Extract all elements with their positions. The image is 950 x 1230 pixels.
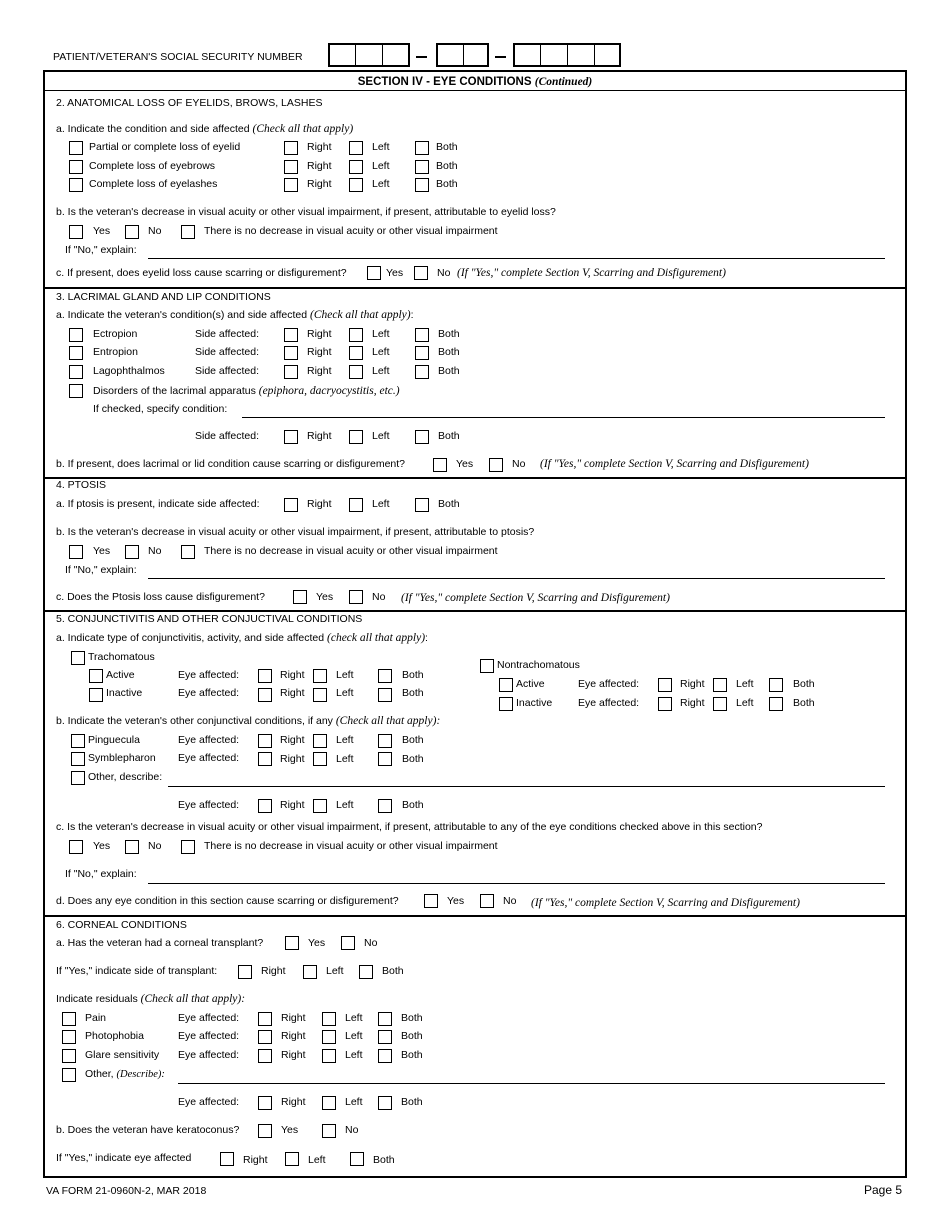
s6-a-yes-checkbox[interactable] [285, 936, 299, 950]
yes-label: Yes [386, 267, 404, 279]
s3-entropion-label: Entropion [93, 346, 138, 358]
s2-b-no-decrease-checkbox[interactable] [181, 225, 195, 239]
ssn-dash-1 [416, 56, 427, 58]
s3-title: 3. LACRIMAL GLAND AND LIP CONDITIONS [56, 291, 271, 303]
both-label: Both [402, 734, 424, 746]
s2-question-b: b. Is the veteran's decrease in visual acuity or other visual impairment, if present, attributable to eyelid loss? [56, 206, 556, 218]
scar-note: (If "Yes," complete Section V, Scarring and Disfigurement) [401, 592, 670, 604]
s5-symblepharon-left-checkbox[interactable] [313, 752, 327, 766]
s6-glare-checkbox[interactable] [62, 1049, 76, 1063]
s4-b-yes-checkbox[interactable] [69, 545, 83, 559]
s3-entropion-checkbox[interactable] [69, 346, 83, 360]
separator-s5 [44, 610, 905, 612]
right-label: Right [307, 346, 332, 358]
s6-other-checkbox[interactable] [62, 1068, 76, 1082]
s6-b-yes-checkbox[interactable] [258, 1124, 272, 1138]
right-label: Right [243, 1154, 268, 1166]
left-label: Left [336, 687, 354, 699]
s5-c-no-checkbox[interactable] [125, 840, 139, 854]
right-label: Right [307, 430, 332, 442]
s3-ectropion-both-checkbox[interactable] [415, 328, 429, 342]
s5-trach-inactive-right-checkbox[interactable] [258, 688, 272, 702]
both-label: Both [402, 687, 424, 699]
s5-active-label: Active [106, 669, 135, 681]
no-label: No [372, 591, 386, 603]
s6-glare-right-checkbox[interactable] [258, 1049, 272, 1063]
s2-eyelashes-right-checkbox[interactable] [284, 178, 298, 192]
s5-other-left-checkbox[interactable] [313, 799, 327, 813]
s6-pain-left-checkbox[interactable] [322, 1012, 336, 1026]
s6-photophobia-right-checkbox[interactable] [258, 1030, 272, 1044]
s5-c-no-decrease-checkbox[interactable] [181, 840, 195, 854]
s3-ectropion-right-checkbox[interactable] [284, 328, 298, 342]
s5-trach-inactive-both-checkbox[interactable] [378, 688, 392, 702]
s3-ectropion-label: Ectropion [93, 328, 138, 340]
s5-trachomatous-label: Trachomatous [88, 651, 155, 663]
eye-affected-label: Eye affected: [178, 1096, 240, 1108]
s3-b-no-checkbox[interactable] [489, 458, 503, 472]
left-label: Left [308, 1154, 326, 1166]
s2-explain-label: If "No," explain: [65, 244, 137, 256]
s5-symblepharon-label: Symblepharon [88, 752, 156, 764]
s4-a-left-checkbox[interactable] [349, 498, 363, 512]
s6-kerato-both-checkbox[interactable] [350, 1152, 364, 1166]
right-label: Right [280, 687, 305, 699]
s5-active-label: Active [516, 678, 545, 690]
s3-lagophthalmos-right-checkbox[interactable] [284, 365, 298, 379]
left-label: Left [326, 965, 344, 977]
no-decrease-label: There is no decrease in visual acuity or other visual impairment [204, 225, 498, 237]
s6-residuals-label: Indicate residuals (Check all that apply): [56, 993, 246, 1005]
left-label: Left [372, 178, 390, 190]
right-label: Right [307, 160, 332, 172]
left-label: Left [336, 734, 354, 746]
s3-lagophthalmos-checkbox[interactable] [69, 365, 83, 379]
s5-trachomatous-checkbox[interactable] [71, 651, 85, 665]
right-label: Right [307, 141, 332, 153]
s5-trach-active-left-checkbox[interactable] [313, 669, 327, 683]
s5-pinguecula-both-checkbox[interactable] [378, 734, 392, 748]
s5-other-field[interactable] [168, 786, 885, 787]
s2-c-no-checkbox[interactable] [414, 266, 428, 280]
both-label: Both [438, 365, 460, 377]
s4-a-right-checkbox[interactable] [284, 498, 298, 512]
s6-other-left-checkbox[interactable] [322, 1096, 336, 1110]
s5-question-a: a. Indicate type of conjunctivitis, activity, and side affected (check all that apply): [56, 632, 428, 644]
no-label: No [437, 267, 451, 279]
s6-other-both-checkbox[interactable] [378, 1096, 392, 1110]
both-label: Both [793, 678, 815, 690]
side-affected-label: Side affected: [195, 328, 260, 340]
s2-eyelid-left-checkbox[interactable] [349, 141, 363, 155]
s4-question-b: b. Is the veteran's decrease in visual acuity or other visual impairment, if present, attributable to ptosis? [56, 526, 535, 538]
s6-glare-label: Glare sensitivity [85, 1049, 160, 1061]
s5-pinguecula-right-checkbox[interactable] [258, 734, 272, 748]
both-label: Both [436, 178, 458, 190]
s5-explain-label: If "No," explain: [65, 868, 137, 880]
s3-disorders-label: Disorders of the lacrimal apparatus (epiphora, dacryocystitis, etc.) [93, 385, 400, 397]
separator-s3 [44, 287, 905, 289]
s2-question-a: a. Indicate the condition and side affected (Check all that apply) [56, 123, 354, 135]
right-label: Right [307, 498, 332, 510]
s4-question-c: c. Does the Ptosis loss cause disfigurement? [56, 591, 265, 603]
both-label: Both [401, 1012, 423, 1024]
s6-glare-both-checkbox[interactable] [378, 1049, 392, 1063]
s2-eyelid-both-checkbox[interactable] [415, 141, 429, 155]
s6-photophobia-label: Photophobia [85, 1030, 144, 1042]
s6-glare-left-checkbox[interactable] [322, 1049, 336, 1063]
s2-eyelashes-checkbox[interactable] [69, 178, 83, 192]
s5-nontrach-inactive-both-checkbox[interactable] [769, 697, 783, 711]
s3-disorders-right-checkbox[interactable] [284, 430, 298, 444]
s5-question-b: b. Indicate the veteran's other conjunctival conditions, if any (Check all that apply): [56, 715, 441, 727]
s5-trach-active-both-checkbox[interactable] [378, 669, 392, 683]
left-label: Left [372, 365, 390, 377]
s6-pain-label: Pain [85, 1012, 107, 1024]
s4-explain-label: If "No," explain: [65, 564, 137, 576]
s6-transplant-right-checkbox[interactable] [238, 965, 252, 979]
yes-label: Yes [281, 1124, 299, 1136]
left-label: Left [336, 669, 354, 681]
s2-eyebrows-both-checkbox[interactable] [415, 160, 429, 174]
s5-explain-field[interactable] [148, 883, 885, 884]
s6-title: 6. CORNEAL CONDITIONS [56, 919, 187, 931]
both-label: Both [401, 1096, 423, 1108]
s2-eyelashes-left-checkbox[interactable] [349, 178, 363, 192]
s2-eyelid-checkbox[interactable] [69, 141, 83, 155]
no-label: No [512, 458, 526, 470]
s3-ectropion-left-checkbox[interactable] [349, 328, 363, 342]
s5-trach-active-right-checkbox[interactable] [258, 669, 272, 683]
both-label: Both [401, 1030, 423, 1042]
right-label: Right [280, 734, 305, 746]
ssn-dash-2 [495, 56, 506, 58]
s2-eyebrows-left-checkbox[interactable] [349, 160, 363, 174]
s2-title: 2. ANATOMICAL LOSS OF EYELIDS, BROWS, LASHES [56, 97, 323, 109]
ssn-third-field[interactable] [513, 43, 621, 67]
s5-question-d: d. Does any eye condition in this section cause scarring or disfigurement? [56, 895, 399, 907]
left-label: Left [372, 430, 390, 442]
s6-other-field[interactable] [178, 1083, 885, 1084]
s5-symblepharon-right-checkbox[interactable] [258, 752, 272, 766]
left-label: Left [372, 498, 390, 510]
side-affected-label: Side affected: [195, 430, 260, 442]
no-label: No [345, 1124, 359, 1136]
s5-nontrach-active-checkbox[interactable] [499, 678, 513, 692]
s5-inactive-label: Inactive [516, 697, 553, 709]
eye-affected-label: Eye affected: [178, 799, 240, 811]
s5-nontrach-active-left-checkbox[interactable] [713, 678, 727, 692]
s2-eyelashes-label: Complete loss of eyelashes [89, 178, 218, 190]
both-label: Both [402, 669, 424, 681]
right-label: Right [280, 753, 305, 765]
s5-nontrach-active-right-checkbox[interactable] [658, 678, 672, 692]
yes-label: Yes [308, 937, 326, 949]
left-label: Left [345, 1096, 363, 1108]
yes-label: Yes [456, 458, 474, 470]
both-label: Both [373, 1154, 395, 1166]
s3-disorders-checkbox[interactable] [69, 384, 83, 398]
scar-note: (If "Yes," complete Section V, Scarring and Disfigurement) [457, 267, 726, 279]
title-separator [44, 90, 905, 91]
separator-s6 [44, 915, 905, 917]
s4-c-yes-checkbox[interactable] [293, 590, 307, 604]
s2-eyebrows-checkbox[interactable] [69, 160, 83, 174]
left-label: Left [372, 328, 390, 340]
both-label: Both [438, 430, 460, 442]
s3-ectropion-checkbox[interactable] [69, 328, 83, 342]
s3-b-yes-checkbox[interactable] [433, 458, 447, 472]
s5-other-label: Other, describe: [88, 771, 163, 783]
s4-explain-field[interactable] [148, 578, 885, 579]
no-label: No [148, 225, 162, 237]
s2-eyelid-right-checkbox[interactable] [284, 141, 298, 155]
s6-kerato-right-checkbox[interactable] [220, 1152, 234, 1166]
s5-pinguecula-label: Pinguecula [88, 734, 140, 746]
s5-d-no-checkbox[interactable] [480, 894, 494, 908]
eye-affected-label: Eye affected: [178, 687, 240, 699]
s2-question-c: c. If present, does eyelid loss cause scarring or disfigurement? [56, 267, 347, 279]
s5-title: 5. CONJUNCTIVITIS AND OTHER CONJUCTIVAL CONDITIONS [56, 613, 363, 625]
s5-nontrach-inactive-left-checkbox[interactable] [713, 697, 727, 711]
s5-nontrachomatous-label: Nontrachomatous [497, 659, 580, 671]
both-label: Both [793, 697, 815, 709]
s6-other-label: Other, (Describe): [85, 1068, 165, 1080]
both-label: Both [438, 346, 460, 358]
s3-question-a: a. Indicate the veteran's condition(s) and side affected (Check all that apply): [56, 309, 414, 321]
s5-trach-inactive-checkbox[interactable] [89, 688, 103, 702]
s6-photophobia-left-checkbox[interactable] [322, 1030, 336, 1044]
s4-a-both-checkbox[interactable] [415, 498, 429, 512]
left-label: Left [736, 678, 754, 690]
s3-entropion-right-checkbox[interactable] [284, 346, 298, 360]
both-label: Both [402, 753, 424, 765]
right-label: Right [680, 678, 705, 690]
s6-pain-both-checkbox[interactable] [378, 1012, 392, 1026]
s3-entropion-left-checkbox[interactable] [349, 346, 363, 360]
right-label: Right [261, 965, 286, 977]
left-label: Left [736, 697, 754, 709]
s2-eyelid-label: Partial or complete loss of eyelid [89, 141, 241, 153]
s2-eyebrows-label: Complete loss of eyebrows [89, 160, 216, 172]
s6-transplant-side-label: If "Yes," indicate side of transplant: [56, 965, 218, 977]
s5-other-both-checkbox[interactable] [378, 799, 392, 813]
page-number: Page 5 [864, 1183, 903, 1197]
s5-trach-active-checkbox[interactable] [89, 669, 103, 683]
form-number: VA FORM 21-0960N-2, MAR 2018 [46, 1185, 207, 1197]
ssn-first-field[interactable] [328, 43, 410, 67]
ssn-second-field[interactable] [436, 43, 489, 67]
eye-affected-label: Eye affected: [178, 734, 240, 746]
s6-transplant-left-checkbox[interactable] [303, 965, 317, 979]
s4-title: 4. PTOSIS [56, 479, 106, 491]
s6-pain-right-checkbox[interactable] [258, 1012, 272, 1026]
s6-keratoconus-eye-label: If "Yes," indicate eye affected [56, 1152, 192, 1164]
s5-d-yes-checkbox[interactable] [424, 894, 438, 908]
both-label: Both [436, 141, 458, 153]
s5-nontrachomatous-checkbox[interactable] [480, 659, 494, 673]
s3-disorders-left-checkbox[interactable] [349, 430, 363, 444]
s6-transplant-both-checkbox[interactable] [359, 965, 373, 979]
s5-nontrach-active-both-checkbox[interactable] [769, 678, 783, 692]
s5-nontrach-inactive-checkbox[interactable] [499, 697, 513, 711]
no-decrease-label: There is no decrease in visual acuity or other visual impairment [204, 545, 498, 557]
s4-b-no-checkbox[interactable] [125, 545, 139, 559]
right-label: Right [281, 1096, 306, 1108]
s4-c-no-checkbox[interactable] [349, 590, 363, 604]
left-label: Left [372, 346, 390, 358]
left-label: Left [336, 799, 354, 811]
eye-affected-label: Eye affected: [178, 669, 240, 681]
eye-affected-label: Eye affected: [178, 752, 240, 764]
no-label: No [148, 840, 162, 852]
s5-pinguecula-left-checkbox[interactable] [313, 734, 327, 748]
s5-trach-inactive-left-checkbox[interactable] [313, 688, 327, 702]
s5-nontrach-inactive-right-checkbox[interactable] [658, 697, 672, 711]
no-label: No [503, 895, 517, 907]
eye-affected-label: Eye affected: [578, 697, 640, 709]
s5-inactive-label: Inactive [106, 687, 143, 699]
right-label: Right [281, 1049, 306, 1061]
s3-question-b: b. If present, does lacrimal or lid condition cause scarring or disfigurement? [56, 458, 406, 470]
s6-photophobia-both-checkbox[interactable] [378, 1030, 392, 1044]
eye-affected-label: Eye affected: [178, 1030, 240, 1042]
right-label: Right [307, 365, 332, 377]
scar-note: (If "Yes," complete Section V, Scarring and Disfigurement) [531, 897, 800, 909]
no-decrease-label: There is no decrease in visual acuity or other visual impairment [204, 840, 498, 852]
s6-question-b: b. Does the veteran have keratoconus? [56, 1124, 240, 1136]
both-label: Both [401, 1049, 423, 1061]
right-label: Right [680, 697, 705, 709]
yes-label: Yes [93, 545, 111, 557]
both-label: Both [402, 799, 424, 811]
right-label: Right [281, 1030, 306, 1042]
s5-question-c: c. Is the veteran's decrease in visual acuity or other visual impairment, if present, attributable to any of the eye conditions checked above in this section? [56, 821, 763, 833]
left-label: Left [336, 753, 354, 765]
eye-affected-label: Eye affected: [178, 1049, 240, 1061]
left-label: Left [345, 1012, 363, 1024]
both-label: Both [438, 498, 460, 510]
right-label: Right [307, 328, 332, 340]
s5-pinguecula-checkbox[interactable] [71, 734, 85, 748]
side-affected-label: Side affected: [195, 346, 260, 358]
s4-question-a: a. If ptosis is present, indicate side affected: [56, 498, 260, 510]
s6-a-no-checkbox[interactable] [341, 936, 355, 950]
s5-other-checkbox[interactable] [71, 771, 85, 785]
s5-symblepharon-both-checkbox[interactable] [378, 752, 392, 766]
s6-pain-checkbox[interactable] [62, 1012, 76, 1026]
right-label: Right [280, 669, 305, 681]
side-affected-label: Side affected: [195, 365, 260, 377]
ssn-label: PATIENT/VETERAN'S SOCIAL SECURITY NUMBER [53, 51, 303, 63]
yes-label: Yes [93, 840, 111, 852]
both-label: Both [436, 160, 458, 172]
no-label: No [364, 937, 378, 949]
yes-label: Yes [93, 225, 111, 237]
s2-c-yes-checkbox[interactable] [367, 266, 381, 280]
s6-other-right-checkbox[interactable] [258, 1096, 272, 1110]
s3-lagophthalmos-left-checkbox[interactable] [349, 365, 363, 379]
yes-label: Yes [447, 895, 465, 907]
scar-note: (If "Yes," complete Section V, Scarring and Disfigurement) [540, 458, 809, 470]
s6-b-no-checkbox[interactable] [322, 1124, 336, 1138]
s2-explain-field[interactable] [148, 258, 885, 259]
both-label: Both [438, 328, 460, 340]
left-label: Left [345, 1049, 363, 1061]
s3-lagophthalmos-both-checkbox[interactable] [415, 365, 429, 379]
s3-lagophthalmos-label: Lagophthalmos [93, 365, 165, 377]
s6-photophobia-checkbox[interactable] [62, 1030, 76, 1044]
eye-affected-label: Eye affected: [178, 1012, 240, 1024]
s6-kerato-left-checkbox[interactable] [285, 1152, 299, 1166]
s6-question-a: a. Has the veteran had a corneal transplant? [56, 937, 264, 949]
right-label: Right [307, 178, 332, 190]
yes-label: Yes [316, 591, 334, 603]
separator-s4 [44, 477, 905, 479]
left-label: Left [345, 1030, 363, 1042]
left-label: Left [372, 160, 390, 172]
s4-b-no-decrease-checkbox[interactable] [181, 545, 195, 559]
left-label: Left [372, 141, 390, 153]
s2-b-no-checkbox[interactable] [125, 225, 139, 239]
s5-symblepharon-checkbox[interactable] [71, 752, 85, 766]
s5-other-right-checkbox[interactable] [258, 799, 272, 813]
eye-affected-label: Eye affected: [578, 678, 640, 690]
section-title: SECTION IV - EYE CONDITIONS (Continued) [357, 76, 593, 88]
s5-c-yes-checkbox[interactable] [69, 840, 83, 854]
s3-disorders-both-checkbox[interactable] [415, 430, 429, 444]
right-label: Right [281, 1012, 306, 1024]
both-label: Both [382, 965, 404, 977]
s3-specify-label: If checked, specify condition: [93, 403, 228, 415]
s3-specify-field[interactable] [242, 417, 885, 418]
s2-eyelashes-both-checkbox[interactable] [415, 178, 429, 192]
right-label: Right [280, 799, 305, 811]
s2-b-yes-checkbox[interactable] [69, 225, 83, 239]
no-label: No [148, 545, 162, 557]
s2-eyebrows-right-checkbox[interactable] [284, 160, 298, 174]
s3-entropion-both-checkbox[interactable] [415, 346, 429, 360]
